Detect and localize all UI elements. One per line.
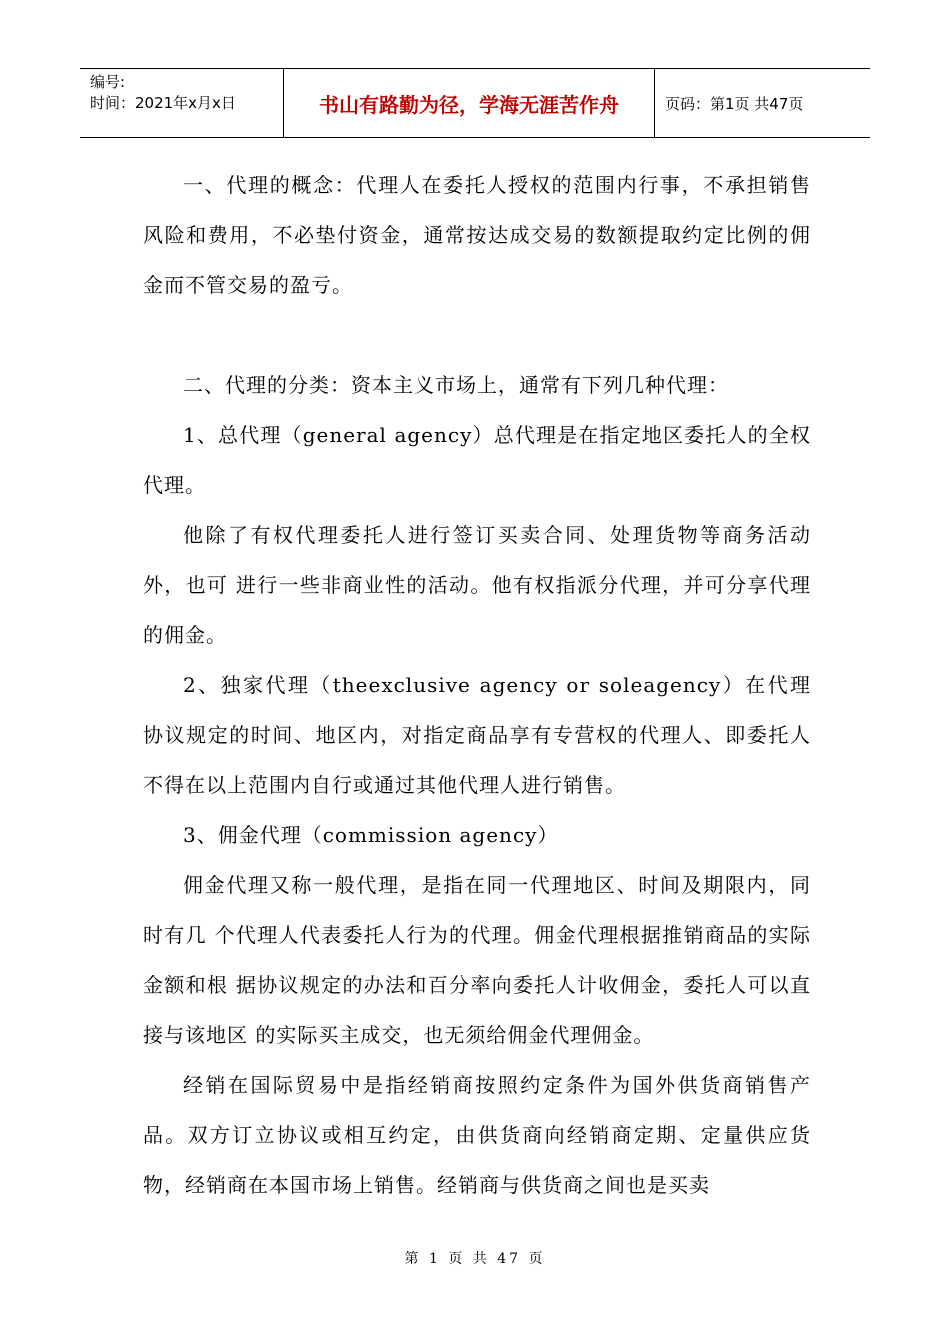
paragraph-exclusive-agency: 2、独家代理（theexclusive agency or soleagency）在代理协议规定的时间、地区内，对指定商品享有专营权的代理人、即委托人不得在以上范围内自行或通过其他代理人进行销售。	[143, 673, 811, 797]
header-meta	[80, 69, 283, 137]
page-footer: 第 1 页 共 47 页	[404, 1251, 546, 1267]
paragraph-concept: 一、代理的概念：代理人在委托人授权的范围内行事，不承担销售风险和费用，不必垫付资金，通常按达成交易的数额提取约定比例的佣金而不管交易的盈亏。	[143, 173, 811, 297]
paragraph-general-agency-detail: 他除了有权代理委托人进行签订买卖合同、处理货物等商务活动外，也可 进行一些非商业性的活动。他有权指派分代理，并可分享代理的佣金。	[143, 523, 811, 647]
number-label: 编号:	[90, 73, 126, 91]
header-page-info: 页码：第1页 共47页	[665, 94, 804, 113]
paragraph-commission-agency: 3、佣金代理（commission agency）	[183, 823, 559, 847]
document-body	[143, 160, 811, 1210]
paragraph-general-agency: 1、总代理（general agency）总代理是在指定地区委托人的全权代理。	[143, 423, 811, 497]
paragraph-distribution: 经销在国际贸易中是指经销商按照约定条件为国外供货商销售产品。双方订立协议或相互约定，由供货商向经销商定期、定量供应货物，经销商在本国市场上销售。经销商与供货商之间也是买卖	[143, 1073, 811, 1197]
document-header	[80, 68, 870, 138]
paragraph-commission-agency-detail: 佣金代理又称一般代理，是指在同一代理地区、时间及期限内，同时有几 个代理人代表委托人行为的代理。佣金代理根据推销商品的实际金额和根 据协议规定的办法和百分率向委托人计收佣金，委托人可以直接与该地区 的实际买主成交，也无须给佣金代理佣金。	[143, 873, 811, 1047]
header-motto: 书山有路勤为径，学海无涯苦作舟	[283, 69, 655, 137]
time-label: 时间：2021年x月x日	[90, 94, 236, 112]
paragraph-classification: 二、代理的分类：资本主义市场上，通常有下列几种代理：	[183, 373, 729, 397]
